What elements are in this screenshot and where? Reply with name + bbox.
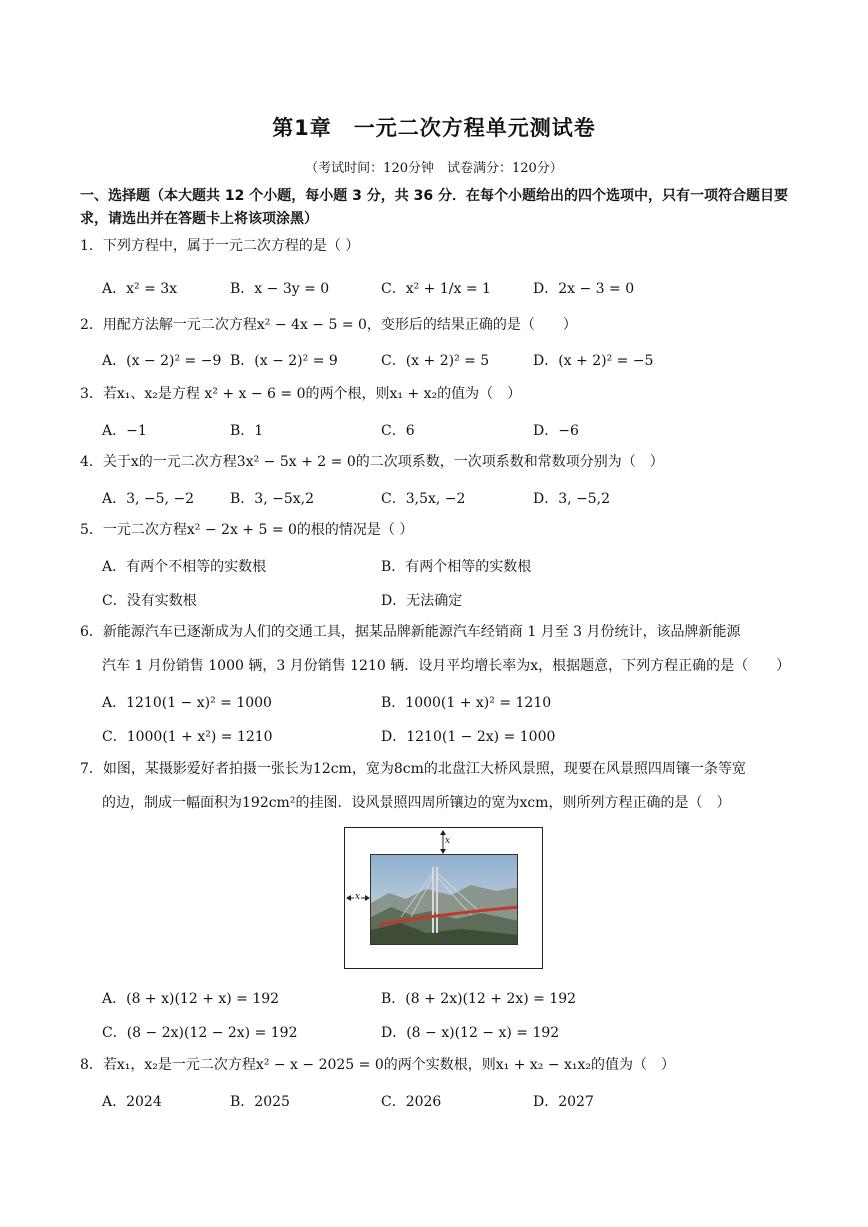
q5-option-c[interactable]: C．没有实数根 — [102, 593, 197, 609]
q7-option-d[interactable]: D．(8 − x)(12 − x) = 192 — [381, 1025, 560, 1041]
q6-option-c[interactable]: C．1000(1 + x²) = 1210 — [102, 729, 273, 745]
question-7-stem-line2: 的边，制成一幅面积为192cm²的挂图．设风景照四周所镶边的宽为xcm，则所列方程正确的是（ ） — [102, 795, 731, 811]
exam-info: （考试时间：120分钟 试卷满分：120分） — [305, 161, 563, 176]
q3-option-b[interactable]: B．1 — [230, 423, 264, 439]
question-2-stem: 2．用配方法解一元二次方程x² − 4x − 5 = 0，变形后的结果正确的是（ ） — [80, 317, 577, 333]
top-border-label: x — [445, 836, 451, 846]
bridge-photo — [370, 854, 518, 945]
q4-option-b[interactable]: B．3, −5x,2 — [230, 491, 314, 507]
framed-photo-figure — [344, 827, 543, 969]
q3-option-c[interactable]: C．6 — [381, 423, 415, 439]
q7-option-c[interactable]: C．(8 − 2x)(12 − 2x) = 192 — [102, 1025, 298, 1041]
q4-option-d[interactable]: D．3, −5,2 — [533, 491, 611, 507]
section-heading: 一、选择题（本大题共 12 个小题，每小题 3 分，共 36 分．在每个小题给出的四个选项中，只有一项符合题目要求，请选出并在答题卡上将该项涂黑） — [80, 188, 788, 227]
q1-option-b[interactable]: B．x − 3y = 0 — [230, 281, 330, 297]
page-title: 第1章 一元二次方程单元测试卷 — [272, 116, 596, 140]
q7-option-a[interactable]: A．(8 + x)(12 + x) = 192 — [102, 991, 280, 1007]
question-8-stem: 8．若x₁，x₂是一元二次方程x² − x − 2025 = 0的两个实数根，则x₁ + x₂ − x₁x₂的值为（ ） — [80, 1057, 676, 1073]
left-border-label: x — [355, 892, 361, 902]
question-7-stem-line1: 7．如图，某摄影爱好者拍摄一张长为12cm，宽为8cm的北盘江大桥风景照，现要在风景照四周镶一条等宽 — [80, 761, 746, 777]
q3-option-a[interactable]: A．−1 — [102, 423, 147, 439]
question-1-stem: 1．下列方程中，属于一元二次方程的是（ ） — [80, 238, 360, 254]
q2-option-a[interactable]: A．(x − 2)² = −9 — [102, 353, 222, 369]
question-6-stem-line1: 6．新能源汽车已逐渐成为人们的交通工具，据某品牌新能源汽车经销商 1 月至 3 月份统计，该品牌新能源 — [80, 624, 741, 640]
q6-option-b[interactable]: B．1000(1 + x)² = 1210 — [381, 695, 552, 711]
q1-option-c[interactable]: C．x² + 1/x = 1 — [381, 281, 491, 297]
q1-option-d[interactable]: D．2x − 3 = 0 — [533, 281, 635, 297]
q4-option-a[interactable]: A．3, −5, −2 — [102, 491, 195, 507]
question-5-stem: 5．一元二次方程x² − 2x + 5 = 0的根的情况是（ ） — [80, 522, 414, 538]
q8-option-c[interactable]: C．2026 — [381, 1094, 442, 1110]
q2-option-b[interactable]: B．(x − 2)² = 9 — [230, 353, 338, 369]
q7-option-b[interactable]: B．(8 + 2x)(12 + 2x) = 192 — [381, 991, 577, 1007]
question-6-stem-line2: 汽车 1 月份销售 1000 辆，3 月份销售 1210 辆．设月平均增长率为x，根据题意，下列方程正确的是（ ） — [102, 658, 791, 674]
q5-option-d[interactable]: D．无法确定 — [381, 593, 463, 609]
q3-option-d[interactable]: D．−6 — [533, 423, 579, 439]
question-4-stem: 4．关于x的一元二次方程3x² − 5x + 2 = 0的二次项系数，一次项系数和常数项分别为（ ） — [80, 454, 664, 470]
q8-option-b[interactable]: B．2025 — [230, 1094, 290, 1110]
q2-option-c[interactable]: C．(x + 2)² = 5 — [381, 353, 490, 369]
q5-option-b[interactable]: B．有两个相等的实数根 — [381, 559, 532, 575]
question-3-stem: 3．若x₁、x₂是方程 x² + x − 6 = 0的两个根，则x₁ + x₂的值为（ ） — [80, 386, 522, 402]
q6-option-d[interactable]: D．1210(1 − 2x) = 1000 — [381, 729, 556, 745]
bridge-landscape-image — [371, 855, 518, 945]
q5-option-a[interactable]: A．有两个不相等的实数根 — [102, 559, 267, 575]
q8-option-a[interactable]: A．2024 — [102, 1094, 162, 1110]
q6-option-a[interactable]: A．1210(1 − x)² = 1000 — [102, 695, 272, 711]
q2-option-d[interactable]: D．(x + 2)² = −5 — [533, 353, 654, 369]
q1-option-a[interactable]: A．x² = 3x — [102, 281, 178, 297]
q4-option-c[interactable]: C．3,5x, −2 — [381, 491, 466, 507]
q8-option-d[interactable]: D．2027 — [533, 1094, 594, 1110]
